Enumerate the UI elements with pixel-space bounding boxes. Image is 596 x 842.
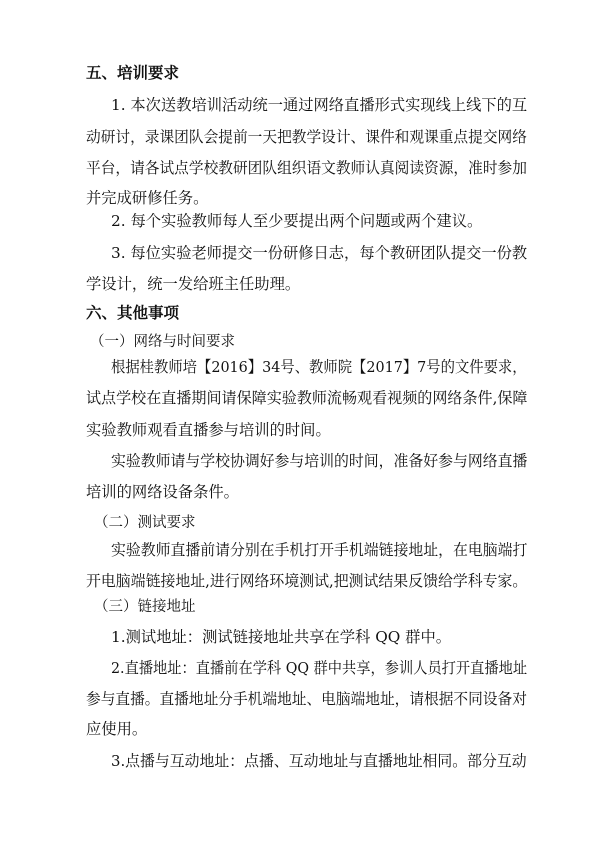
paragraph-line: 平台，请各试点学校教研团队组织语文教师认真阅读资源，准时参加: [86, 159, 527, 177]
paragraph-line: 2.直播地址：直播前在学科 QQ 群中共享，参训人员打开直播地址: [111, 659, 528, 677]
paragraph-line: 3. 每位实验老师提交一份研修日志，每个教研团队提交一份教: [111, 244, 528, 262]
paragraph-line: 1.测试地址：测试链接地址共享在学科 QQ 群中。: [111, 628, 452, 646]
paragraph-line: 实验教师请与学校协调好参与培训的时间，准备好参与网络直播: [111, 452, 528, 470]
paragraph-line: 实验教师观看直播参与培训的时间。: [86, 421, 331, 439]
paragraph-line: 试点学校在直播期间请保障实验教师流畅观看视频的网络条件,保障: [86, 389, 528, 407]
paragraph-line: 动研讨，录课团队会提前一天把教学设计、课件和观课重点提交网络: [86, 128, 527, 146]
paragraph-line: 开电脑端链接地址,进行网络环境测试,把测试结果反馈给学科专家。: [86, 572, 528, 590]
paragraph-line: 根据桂教师培【2016】34号、教师院【2017】7号的文件要求，: [111, 358, 527, 376]
paragraph-line: 并完成研修任务。: [86, 189, 209, 207]
subsection-title: （一）网络与时间要求: [90, 334, 235, 350]
subsection-title: （二）测试要求: [94, 515, 196, 531]
paragraph-line: 1. 本次送教培训活动统一通过网络直播形式实现线上线下的互: [111, 96, 528, 114]
section-heading: 五、培训要求: [86, 64, 180, 82]
paragraph-line: 学设计，统一发给班主任助理。: [86, 275, 301, 293]
paragraph-line: 应使用。: [86, 720, 148, 738]
paragraph-line: 培训的网络设备条件。: [86, 483, 239, 501]
subsection-title: （三）链接地址: [94, 599, 196, 615]
paragraph-line: 参与直播。直播地址分手机端地址、电脑端地址，请根据不同设备对: [86, 690, 527, 708]
section-heading: 六、其他事项: [86, 304, 180, 322]
paragraph-line: 实验教师直播前请分别在手机打开手机端链接地址，在电脑端打: [111, 541, 528, 559]
paragraph-line: 3.点播与互动地址：点播、互动地址与直播地址相同。部分互动: [111, 752, 527, 770]
paragraph-line: 2. 每个实验教师每人至少要提出两个问题或两个建议。: [111, 212, 483, 230]
